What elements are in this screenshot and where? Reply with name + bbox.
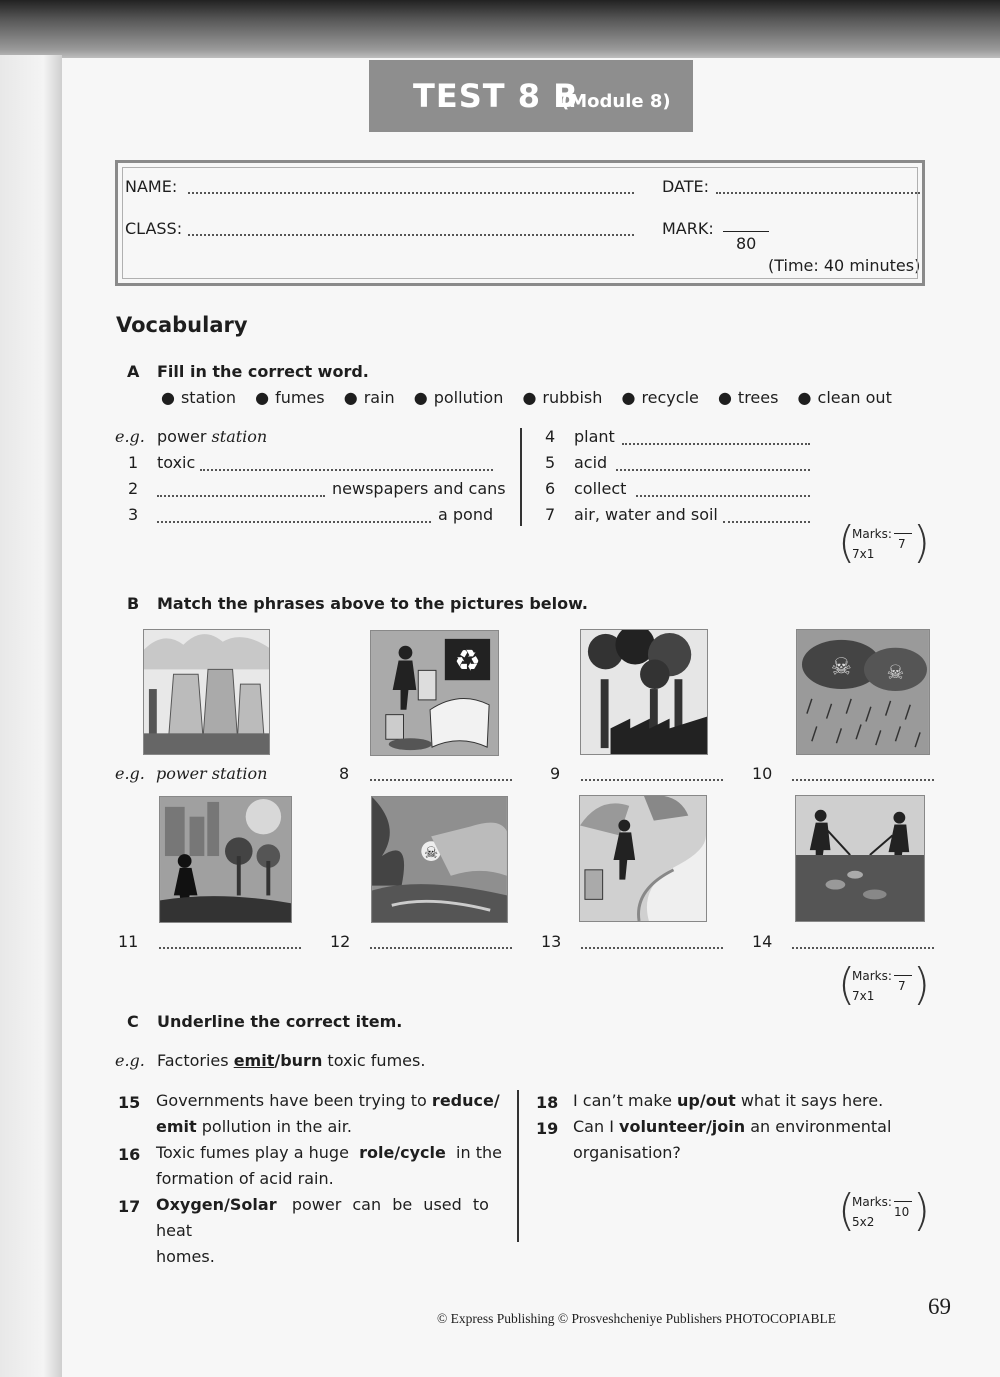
- question-16-options[interactable]: role/cycle: [359, 1143, 446, 1162]
- item-2-answer[interactable]: [157, 495, 325, 497]
- section-a-title: Fill in the correct word.: [157, 362, 369, 381]
- section-b-title: Match the phrases above to the pictures below.: [157, 594, 588, 613]
- picture-number: 13: [541, 932, 562, 951]
- section-c-title: Underline the correct item.: [157, 1012, 403, 1031]
- item-number: 1: [128, 453, 139, 472]
- question-number: 19: [536, 1119, 559, 1138]
- example-a: power station: [157, 427, 268, 446]
- question-number: 18: [536, 1093, 559, 1112]
- test-module: (Module 8): [561, 91, 671, 112]
- svg-text:♻: ♻: [454, 643, 481, 678]
- item-number: 2: [128, 479, 139, 498]
- item-1-answer[interactable]: [200, 469, 493, 471]
- item-6-answer[interactable]: [636, 495, 810, 497]
- word-trees: trees: [737, 388, 779, 407]
- question-17: Oxygen/Solar power can be used to heat homes.: [156, 1195, 489, 1266]
- page-number: 69: [928, 1294, 951, 1319]
- word-recycle: recycle: [641, 388, 699, 407]
- picture-number: 11: [118, 932, 139, 951]
- item-4-answer[interactable]: [622, 443, 810, 445]
- section-c-marks: ( ) Marks: 5x2 10: [838, 1185, 930, 1236]
- item-number: 5: [545, 453, 556, 472]
- example-label: e.g.: [115, 764, 145, 783]
- question-18-options[interactable]: up/out: [677, 1091, 736, 1110]
- name-field[interactable]: [188, 192, 634, 194]
- word-clean-out: clean out: [817, 388, 892, 407]
- item-2-text: newspapers and cans: [332, 479, 506, 498]
- svg-text:☠: ☠: [424, 843, 439, 863]
- date-field[interactable]: [716, 192, 920, 194]
- mark-fraction-line: [723, 231, 769, 232]
- question-number: 17: [118, 1197, 141, 1216]
- student-info-box: [115, 160, 925, 286]
- word-rain: rain: [363, 388, 395, 407]
- item-1-text: toxic: [157, 453, 196, 472]
- item-5-text: acid: [574, 453, 608, 472]
- svg-text:☠: ☠: [830, 652, 852, 681]
- question-number: 16: [118, 1145, 141, 1164]
- word-rubbish: rubbish: [542, 388, 603, 407]
- mark-label: MARK:: [662, 219, 714, 238]
- question-19-options[interactable]: volunteer/join: [619, 1117, 746, 1136]
- item-7-answer[interactable]: [723, 521, 810, 523]
- picture-number: 12: [330, 932, 351, 951]
- class-label: CLASS:: [125, 219, 183, 238]
- item-7-text: air, water and soil: [574, 505, 718, 524]
- rubbish-picture: [579, 795, 707, 922]
- item-number: 6: [545, 479, 556, 498]
- section-a-letter: A: [127, 362, 140, 381]
- picture-8-answer[interactable]: [370, 779, 512, 781]
- recycling-picture: [370, 630, 499, 756]
- picture-10-answer[interactable]: [792, 779, 934, 781]
- column-divider: [520, 428, 522, 526]
- picture-12-answer[interactable]: [370, 947, 512, 949]
- item-number: 4: [545, 427, 556, 446]
- picture-11-answer[interactable]: [159, 947, 301, 949]
- picture-9-answer[interactable]: [581, 779, 723, 781]
- question-number: 15: [118, 1093, 141, 1112]
- example-b-answer: power station: [156, 764, 268, 783]
- vocabulary-heading: Vocabulary: [116, 313, 248, 337]
- item-5-answer[interactable]: [616, 469, 810, 471]
- item-number: 3: [128, 505, 139, 524]
- question-18: I can’t make up/out what it says here.: [573, 1091, 884, 1110]
- picture-number: 8: [339, 764, 350, 783]
- item-4-text: plant: [574, 427, 615, 446]
- copyright-footer: © Express Publishing © Prosveshcheniye Publishers PHOTOCOPIABLE: [437, 1311, 837, 1326]
- item-6-text: collect: [574, 479, 627, 498]
- question-15: Governments have been trying to reduce/ emit pollution in the air.: [156, 1091, 500, 1136]
- item-3-text: a pond: [438, 505, 494, 524]
- example-c: Factories emit/burn toxic fumes.: [157, 1051, 426, 1070]
- picture-13-answer[interactable]: [581, 947, 723, 949]
- picture-number: 14: [752, 932, 773, 951]
- date-label: DATE:: [662, 177, 710, 196]
- picture-number: 10: [752, 764, 773, 783]
- mark-total: 80: [736, 234, 757, 253]
- column-divider: [517, 1090, 519, 1242]
- example-label: e.g.: [115, 427, 145, 446]
- section-c-letter: C: [127, 1012, 139, 1031]
- test-title-banner: [369, 60, 693, 132]
- acid-rain-picture: [796, 629, 930, 755]
- picture-14-answer[interactable]: [792, 947, 934, 949]
- question-16: Toxic fumes play a huge role/cycle in the formation of acid rain.: [156, 1143, 502, 1188]
- section-b-letter: B: [127, 594, 140, 613]
- clean-out-pond-picture: [795, 795, 925, 922]
- question-15-options[interactable]: reduce/: [431, 1091, 500, 1110]
- word-bank: ● station ● fumes ● rain ● pollution ● rubbish ● recycle ● trees ● clean out: [161, 388, 892, 407]
- time-limit: (Time: 40 minutes): [768, 256, 921, 275]
- picture-number: 9: [550, 764, 561, 783]
- pollution-picture: [371, 796, 508, 923]
- scanner-shadow: [0, 0, 1000, 62]
- left-page-edge: [0, 55, 62, 1377]
- svg-text:☠: ☠: [886, 661, 905, 685]
- word-pollution: pollution: [433, 388, 504, 407]
- section-a-marks: ( ) Marks: 7x1 7: [838, 517, 930, 568]
- question-19: Can I volunteer/join an environmental organisation?: [573, 1117, 892, 1162]
- test-title: TEST 8 B: [413, 77, 579, 115]
- item-number: 7: [545, 505, 556, 524]
- word-station: station: [180, 388, 237, 407]
- question-15-options-cont[interactable]: emit: [156, 1117, 197, 1136]
- factory-fumes-picture: [580, 629, 708, 755]
- class-field[interactable]: [188, 234, 634, 236]
- name-label: NAME:: [125, 177, 178, 196]
- section-b-marks: ( ) Marks: 7x1 7: [838, 959, 930, 1010]
- power-station-picture: [143, 629, 270, 755]
- example-label: e.g.: [115, 1051, 145, 1070]
- item-3-answer[interactable]: [157, 521, 431, 523]
- word-fumes: fumes: [275, 388, 325, 407]
- question-17-options[interactable]: Oxygen/Solar: [156, 1195, 277, 1214]
- planting-trees-picture: [159, 796, 292, 923]
